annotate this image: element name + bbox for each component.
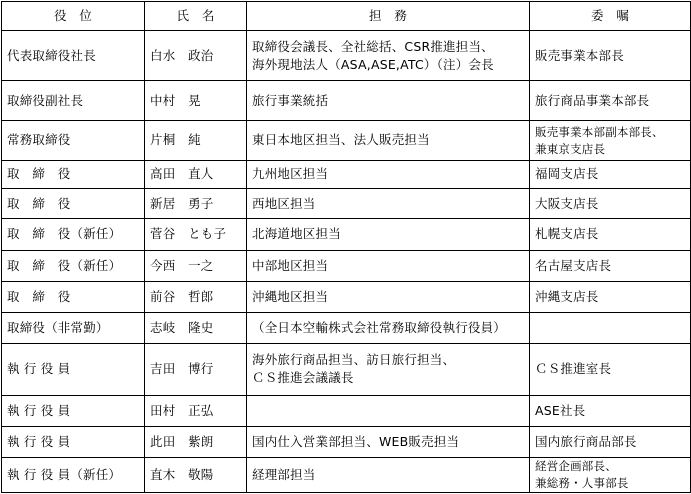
commission-cell: [530, 250, 691, 281]
duties-cell-line: 九州地区担当: [252, 166, 329, 182]
role-cell: 取締役（非常勤）: [2, 312, 145, 343]
name-cell: 吉田 博行: [145, 343, 247, 395]
commission-cell-line: 名古屋支店長: [535, 257, 612, 273]
duties-cell-line: 西地区担当: [252, 195, 316, 211]
duties-cell-line: 海外現地法人（ASA,ASE,ATC）（注）会長: [252, 56, 494, 72]
table-row: [2, 395, 691, 426]
commission-cell-line: 兼総務・人事部長: [535, 475, 629, 490]
commission-cell-line: 大阪支店長: [535, 195, 599, 211]
role-cell: 取 締 役（新任）: [2, 219, 145, 251]
role-cell: 取 締 役: [2, 160, 145, 189]
table-row: [2, 312, 691, 343]
commission-cell: [530, 395, 691, 426]
table-row: [2, 121, 691, 160]
commission-cell-line: 兼東京支店長: [535, 141, 606, 156]
table-row: [2, 281, 691, 312]
header-commission: 委 嘱: [530, 2, 691, 31]
duties-cell-line: 取締役会議長、全社総括、CSR推進担当、: [252, 38, 494, 54]
duties-cell: [247, 281, 530, 312]
commission-cell-line: 旅行商品事業本部長: [535, 92, 650, 108]
role-cell: 取 締 役: [2, 281, 145, 312]
name-cell: 今西 一之: [145, 250, 247, 281]
commission-cell-line: 福岡支店長: [535, 166, 599, 182]
role-cell: 常務取締役: [2, 121, 145, 160]
duties-cell-line: ＣＳ推進会議議長: [252, 370, 354, 386]
table-row: [2, 219, 691, 251]
table-body: [2, 31, 691, 493]
commission-cell-line: 経営企画部長、: [535, 459, 617, 474]
commission-cell-line: 沖縄支店長: [535, 288, 599, 304]
duties-cell: [247, 343, 530, 395]
duties-cell: [247, 250, 530, 281]
commission-cell: [530, 121, 691, 160]
board-members-table: [1, 1, 691, 493]
name-cell: 志岐 隆史: [145, 312, 247, 343]
duties-cell-line: 東日本地区担当、法人販売担当: [252, 132, 430, 148]
duties-cell-line: 旅行事業統括: [252, 92, 329, 108]
header-name: 氏 名: [145, 2, 247, 31]
commission-cell: [530, 426, 691, 457]
commission-cell: [530, 343, 691, 395]
duties-cell: [247, 426, 530, 457]
commission-cell: [530, 31, 691, 81]
table-row: [2, 343, 691, 395]
duties-cell-line: 国内仕入営業部担当、WEB販売担当: [252, 433, 460, 449]
commission-cell: [530, 81, 691, 121]
commission-cell: [530, 312, 691, 343]
commission-cell-line: 国内旅行商品部長: [535, 433, 637, 449]
table-row: [2, 31, 691, 81]
name-cell: 高田 直人: [145, 160, 247, 189]
duties-cell: [247, 457, 530, 492]
commission-cell: [530, 160, 691, 189]
duties-cell: [247, 219, 530, 251]
name-cell: 片桐 純: [145, 121, 247, 160]
name-cell: 菅谷 とも子: [145, 219, 247, 251]
header-role: 役 位: [2, 2, 145, 31]
role-cell: 代表取締役社長: [2, 31, 145, 81]
role-cell: 取締役副社長: [2, 81, 145, 121]
table-row: [2, 457, 691, 492]
name-cell: 此田 紫朗: [145, 426, 247, 457]
duties-cell-line: （全日本空輸株式会社常務取締役執行役員）: [252, 319, 507, 335]
commission-cell-line: 販売事業本部副本部長、: [535, 124, 664, 139]
role-cell: 執 行 役 員: [2, 395, 145, 426]
commission-cell: [530, 457, 691, 492]
duties-cell-line: 中部地区担当: [252, 257, 329, 273]
role-cell: 取 締 役（新任）: [2, 250, 145, 281]
role-cell: 執 行 役 員: [2, 343, 145, 395]
table-row: [2, 189, 691, 219]
duties-cell: [247, 395, 530, 426]
role-cell: 執 行 役 員: [2, 426, 145, 457]
duties-cell: [247, 31, 530, 81]
commission-cell: [530, 189, 691, 219]
commission-cell-line: 販売事業本部長: [535, 47, 624, 63]
duties-cell: [247, 121, 530, 160]
duties-cell-line: 経理部担当: [252, 466, 316, 482]
header-duties: 担 務: [247, 2, 530, 31]
table-row: [2, 426, 691, 457]
duties-cell-line: 北海道地区担当: [252, 226, 341, 242]
name-cell: 新居 勇子: [145, 189, 247, 219]
role-cell: 取 締 役: [2, 189, 145, 219]
header-row: [2, 2, 691, 31]
duties-cell: [247, 81, 530, 121]
commission-cell-line: 札幌支店長: [535, 226, 599, 242]
commission-cell: [530, 281, 691, 312]
role-cell: 執 行 役 員（新任）: [2, 457, 145, 492]
table-row: [2, 81, 691, 121]
commission-cell-line: ASE社長: [535, 402, 586, 418]
name-cell: 白水 政治: [145, 31, 247, 81]
commission-cell-line: ＣＳ推進室長: [535, 361, 612, 377]
commission-cell: [530, 219, 691, 251]
name-cell: 田村 正弘: [145, 395, 247, 426]
duties-cell: [247, 189, 530, 219]
duties-cell-line: 沖縄地区担当: [252, 288, 329, 304]
name-cell: 直木 敬陽: [145, 457, 247, 492]
table-row: [2, 160, 691, 189]
name-cell: 前谷 哲郎: [145, 281, 247, 312]
name-cell: 中村 晃: [145, 81, 247, 121]
duties-cell-line: 海外旅行商品担当、訪日旅行担当、: [252, 352, 456, 368]
table-row: [2, 250, 691, 281]
duties-cell: [247, 312, 530, 343]
duties-cell: [247, 160, 530, 189]
